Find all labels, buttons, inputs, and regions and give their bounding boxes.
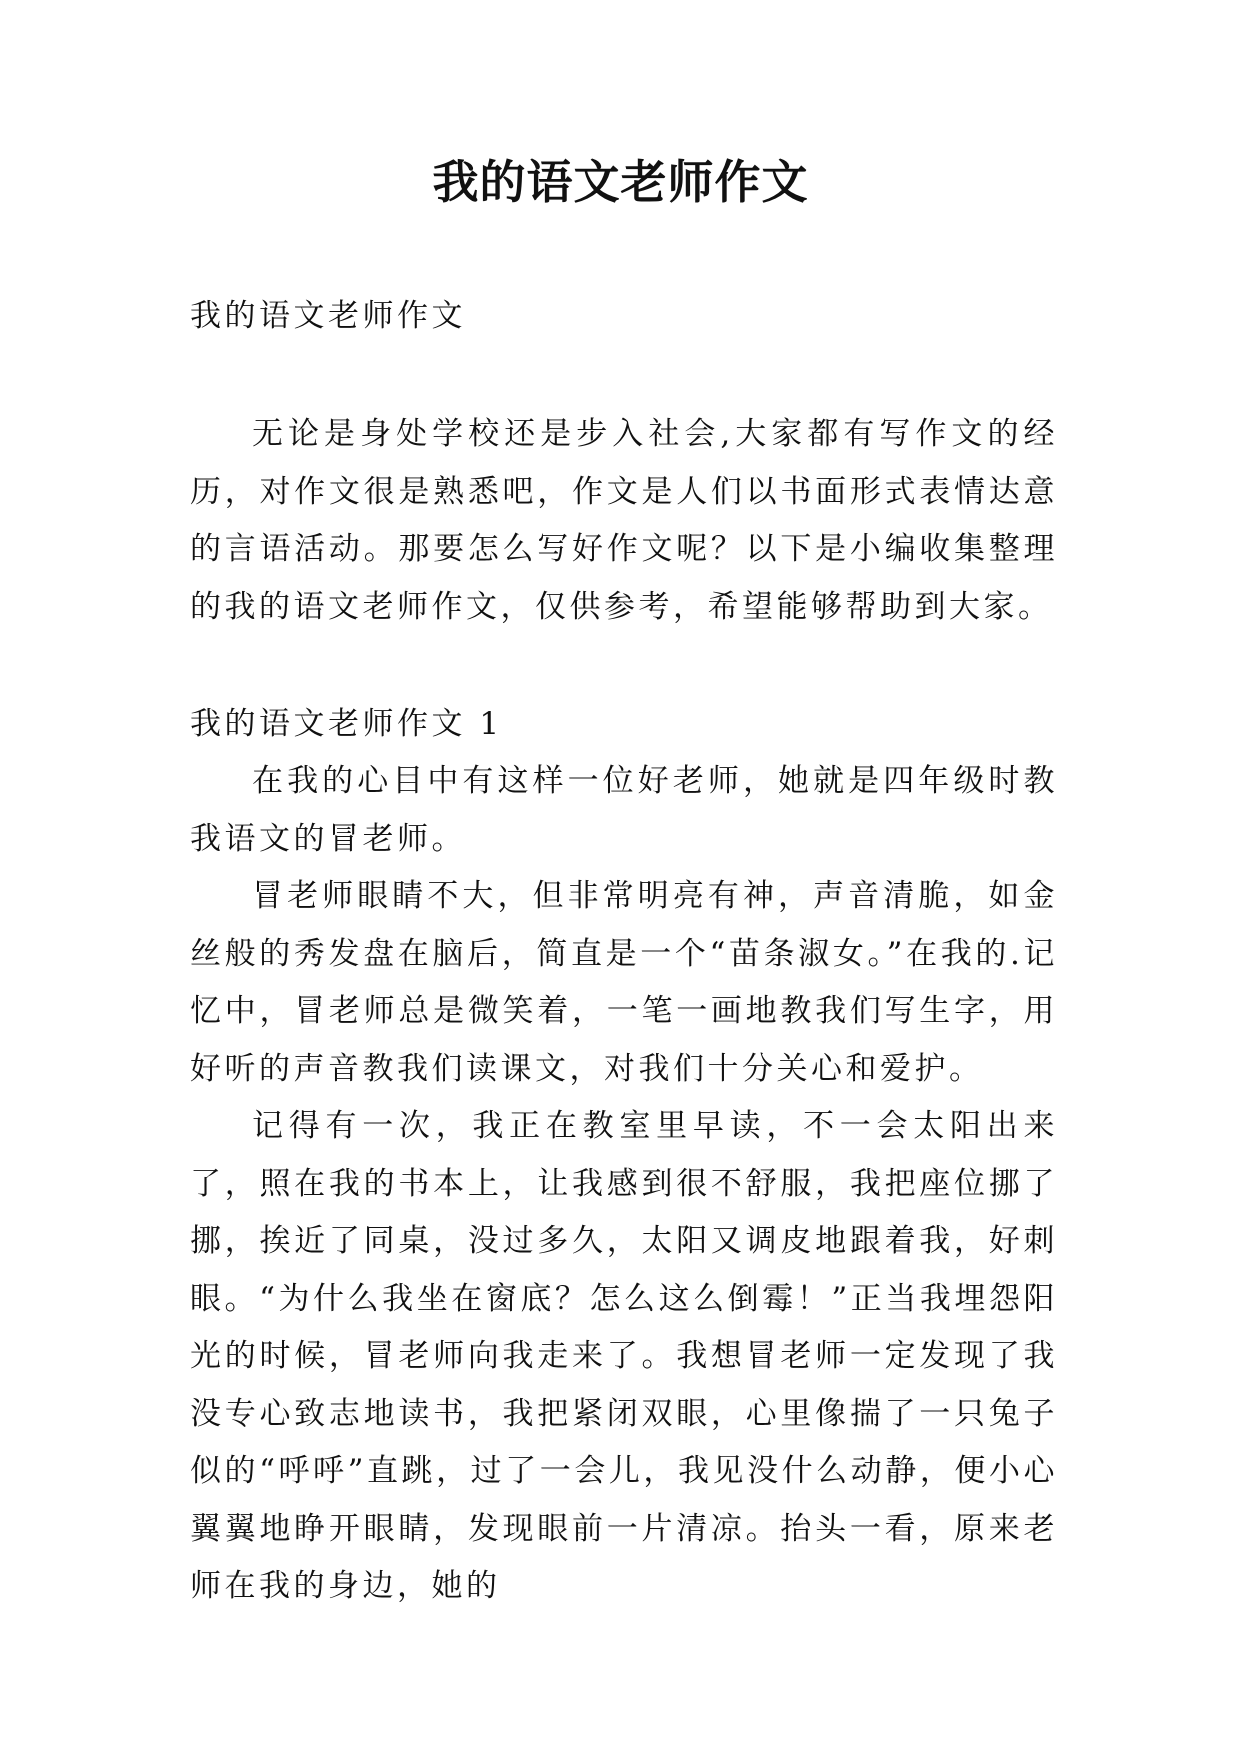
intro-paragraph [190, 406, 1058, 636]
body-paragraphs [190, 753, 1058, 1616]
intro-text: 无论是身处学校还是步入社会,大家都有写作文的经历，对作文很是熟悉吧，作文是人们以书面形式表情达意的言语活动。那要怎么写好作文呢？以下是小编收集整理的我的语文老师作文，仅供参考，希望能够帮助到大家。 [190, 416, 1058, 625]
section-heading: 我的语文老师作文 1 [190, 706, 503, 742]
paragraph-2: 冒老师眼睛不大，但非常明亮有神，声音清脆，如金丝般的秀发盘在脑后，简直是一个“苗条淑女。”在我的.记忆中，冒老师总是微笑着，一笔一画地教我们写生字，用好听的声音教我们读课文，对我们十分关心和爱护。 [190, 878, 1058, 1087]
subtitle: 我的语文老师作文 [190, 298, 466, 334]
paragraph-3: 记得有一次，我正在教室里早读，不一会太阳出来了，照在我的书本上，让我感到很不舒服，我把座位挪了挪，挨近了同桌，没过多久，太阳又调皮地跟着我，好刺眼。“为什么我坐在窗底？怎么这么倒霉！”正当我埋怨阳光的时候，冒老师向我走来了。我想冒老师一定发现了我没专心致志地读书，我把紧闭双眼，心里像揣了一只兔子似的“呼呼”直跳，过了一会儿，我见没什么动静，便小心翼翼地睁开眼睛，发现眼前一片清凉。抬头一看，原来老师在我的身边，她的 [190, 1108, 1058, 1604]
paragraph-1: 在我的心目中有这样一位好老师，她就是四年级时教我语文的冒老师。 [190, 763, 1058, 857]
page-title: 我的语文老师作文 [432, 155, 809, 209]
